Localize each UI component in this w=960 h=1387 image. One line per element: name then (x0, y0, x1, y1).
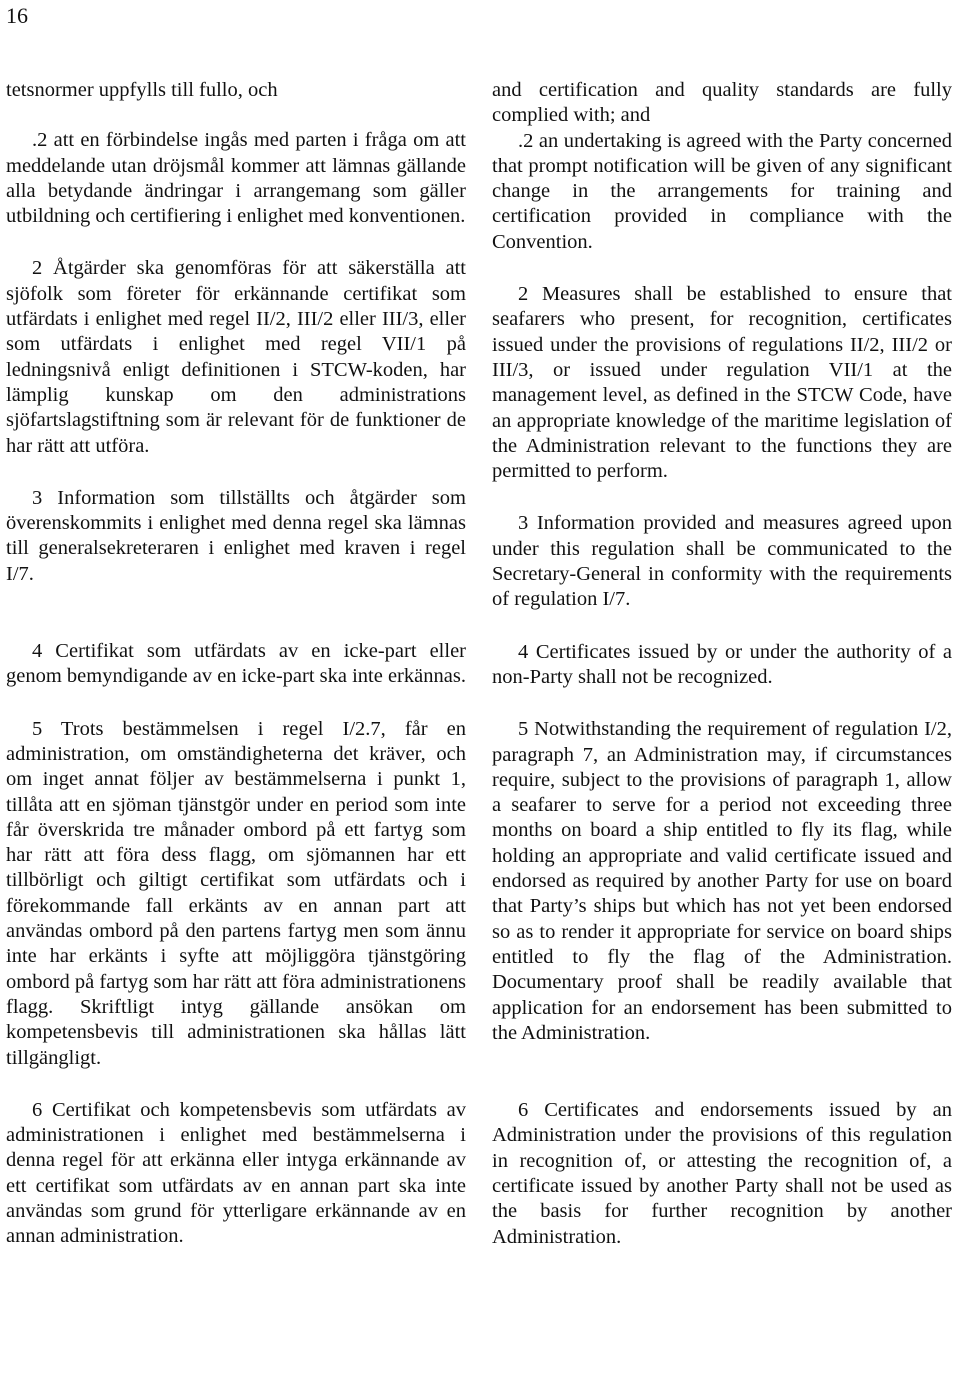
paragraph-sv-p3: 3 Information som tillställts och åtgärder som överenskommits i enlighet med denna regel ska lämnas till generalsekreteraren i enlighet med kraven i regel I/7. (6, 486, 466, 585)
paragraph-en-p6: 6 Certificates and endorsements issued by an Administration under the provisions of this regulation in recognition of, or attesting the recognition of, a certificate issued by another Party shall not be used as the basis for further recognition by another Administration. (492, 1099, 952, 1248)
paragraph-en-p3: 3 Information provided and measures agreed upon under this regulation shall be communicated to the Secretary-General in conformity with the requirements of regulation I/7. (492, 512, 952, 611)
paragraph-en-p5: 5 Notwithstanding the requirement of regulation I/2, paragraph 7, an Administration may, if circumstances require, subject to the provisions of paragraph 1, allow a seafarer to serve for a period not exceeding three months on board a ship entitled to fly its flag, while holding an appropriate and valid certificate issued and endorsed as required by another Party for use on board that Party’s ships but which has not yet been endorsed so as to render it appropriate for service on board ships entitled to fly the flag of the Administration. Documentary proof shall be readily available that application for an endorsement has been submitted to the Administration. (492, 718, 952, 1044)
paragraph-sv-p4: 4 Certifikat som utfärdats av en icke-part eller genom bemyndigande av en icke-part ska inte erkännas. (6, 640, 466, 688)
paragraph-en-p4: 4 Certificates issued by or under the authority of a non-Party shall not be recognized. (492, 640, 952, 688)
paragraph-en-cont: and certification and quality standards are fully complied with; and (492, 79, 952, 127)
paragraph-sv-cont: tetsnormer uppfylls till fullo, och (6, 79, 278, 101)
page-number: 16 (6, 3, 28, 28)
swedish-column (6, 78, 466, 1250)
paragraph-sv-p6: 6 Certifikat och kompetensbevis som utfärdats av administrationen i enlighet med bestämmelserna i denna regel för att erkänna eller intyga erkännande av ett certifikat som utfärdats av en annan part ska inte användas som grund för ytterligare erkännande av en annan administration. (6, 1098, 466, 1248)
paragraph-sv-p5: 5 Trots bestämmelsen i regel I/2.7, får en administration, om omständigheterna det kräver, och om inget annat följer av bestämmelserna i punkt 1, tillåta att en sjöman tjänstgör under en period som inte får överskrida tre månader ombord på ett fartyg som har rätt att föra dess flagg, om sjömannen har ett tillbörligt och giltigt certifikat som utfärdats och i förekommande fall erkänts av en annan part att användas ombord på den partens fartyg men som ännu inte har erkänts i syfte att möjliggöra tjänstgöring ombord på fartyg som har rätt att föra administrationens flagg. Skriftligt intyg gällande ansökan om kompetensbevis till administrationen ska hållas lätt tillgängligt. (6, 717, 466, 1069)
paragraph-sv-p2b: .2 att en förbindelse ingås med parten i fråga om att meddelande utan dröjsmål kommer att lämnas gällande alla betydande ändringar i arrangemang som gäller utbildning och certifiering i enlighet med konventionen. (6, 129, 466, 228)
paragraph-sv-p2: 2 Åtgärder ska genomföras för att säkerställa att sjöfolk som företer för erkännande certifikat som utfärdats i enlighet med regel II/2, III/2 eller III/3, eller som utfärdats i enlighet med regel VII/1 på ledningsnivå enligt definitionen i STCW-koden, har lämplig kunskap om den administrations sjöfartslagstiftning som är relevant för de funktioner de har rätt att utföra. (6, 257, 466, 457)
paragraph-en-p2b: .2 an undertaking is agreed with the Party concerned that prompt notification will be given of any significant change in the arrangements for training and certification provided in compliance with the Convention. (492, 129, 952, 253)
english-column (492, 78, 952, 1250)
paragraph-en-p2: 2 Measures shall be established to ensure that seafarers who present, for recognition, certificates issued under the provisions of regulations II/2, III/2 or III/3, or issued under regulation VII/1 at the management level, as defined in the STCW Code, have an appropriate knowledge of the maritime legislation of the Administration relevant to the functions they are permitted to perform. (492, 283, 952, 483)
